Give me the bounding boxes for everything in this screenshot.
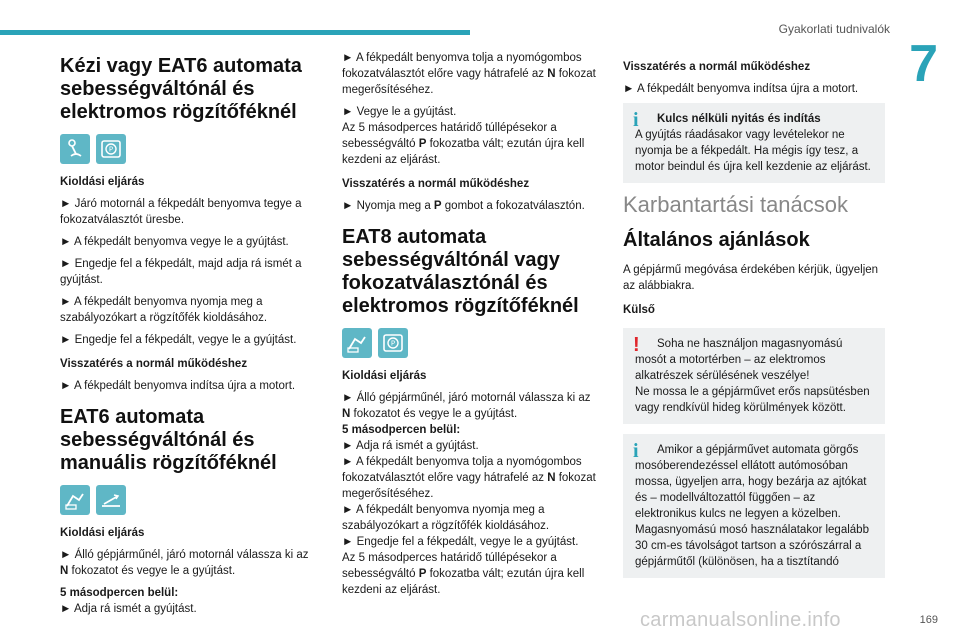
info-box-keyless xyxy=(623,103,885,183)
info-icon: i xyxy=(633,440,639,462)
section-title-eat6-manual: EAT6 automata sebességváltónál és manuális rögzítőféknél xyxy=(60,406,277,474)
icon-row xyxy=(60,134,318,164)
step: ► Adja rá ismét a gyújtást. xyxy=(60,603,197,615)
step: ► A fékpedált benyomva nyomja meg a szabályozókart a rögzítőfék kioldásához. xyxy=(60,296,268,324)
sub-return-normal: Visszatérés a normál működéshez xyxy=(623,61,811,73)
step: ► Álló gépjárműnél, járó motornál válassza ki az N fokozatot és vegye le a gyújtást. xyxy=(342,392,591,420)
electric-parking-brake-icon xyxy=(378,328,408,358)
section-title-general: Általános ajánlások xyxy=(623,229,810,251)
step: ► Engedje fel a fékpedált, vegye le a gyújtást. xyxy=(342,536,579,548)
column-3 xyxy=(623,55,885,586)
icon-row xyxy=(60,485,318,515)
sub-release-procedure: Kioldási eljárás xyxy=(60,527,145,539)
step: ► A fékpedált benyomva indítsa újra a motort. xyxy=(60,380,296,392)
manual-parking-brake-icon xyxy=(96,485,126,515)
info-box-carwash xyxy=(623,434,885,578)
sub-exterior: Külső xyxy=(623,304,655,316)
automatic-gearbox-icon xyxy=(60,485,90,515)
warning-box xyxy=(623,328,885,424)
step: ► Álló gépjárműnél, járó motornál válassza ki az N fokozatot és vegye le a gyújtást. xyxy=(60,549,309,577)
chapter-number: 7 xyxy=(909,35,938,93)
column-1 xyxy=(60,55,318,623)
warning-icon: ! xyxy=(633,334,640,356)
sub-release-procedure: Kioldási eljárás xyxy=(60,176,145,188)
page-number: 169 xyxy=(919,614,938,626)
gear-lever-icon xyxy=(60,134,90,164)
info-title: Kulcs nélküli nyitás és indítás xyxy=(657,113,821,125)
section-title-manual-eat6-electric: Kézi vagy EAT6 automata sebességváltónál és elektromos rögzítőféknél xyxy=(60,55,302,123)
sub-return-normal: Visszatérés a normál működéshez xyxy=(342,178,530,190)
svg-text:P: P xyxy=(390,339,396,348)
warning-text: Ne mossa le a gépjárművet erős napsütésben vagy rendkívül hideg körülmények között. xyxy=(635,386,870,414)
step: ► A fékpedált benyomva indítsa újra a motort. xyxy=(623,83,859,95)
automatic-gearbox-icon xyxy=(342,328,372,358)
watermark: carmanualsonline.info xyxy=(640,609,841,631)
step: ► Adja rá ismét a gyújtást. xyxy=(342,440,479,452)
sub-return-normal: Visszatérés a normál működéshez xyxy=(60,358,248,370)
icon-row xyxy=(342,328,602,358)
chapter-title-header: Gyakorlati tudnivalók xyxy=(778,22,890,36)
step: ► Nyomja meg a P gombot a fokozatválasztón. xyxy=(342,200,585,212)
column-2 xyxy=(342,50,602,604)
step: ► Járó motornál a fékpedált benyomva tegye a fokozatválasztót üresbe. xyxy=(60,198,302,226)
step: ► A fékpedált benyomva tolja a nyomógombos fokozatválasztót előre vagy hátrafelé az N fokozat megerősítéséhez. xyxy=(342,456,596,500)
step-within-5s: 5 másodpercen belül: xyxy=(342,424,461,436)
step: ► A fékpedált benyomva tolja a nyomógombos fokozatválasztót előre vagy hátrafelé az N fokozat megerősítéséhez. xyxy=(342,52,596,96)
info-icon: i xyxy=(633,109,639,131)
info-text: A gyújtás ráadásakor vagy levételekor ne nyomja be a fékpedált. Ha mégis így tesz, a motor beindul és újra kell kezdenie az eljárást. xyxy=(635,129,871,173)
intro-text: A gépjármű megóvása érdekében kérjük, ügyeljen az alábbiakra. xyxy=(623,264,879,292)
info-text: Amikor a gépjárművet automata görgős mosóberendezéssel ellátott autómosóban mossa, ügyeljen arra, hogy bezárja az ajtókat és – modellváltozattól függően – az elektronikus kulcs ne legyen a közelben. xyxy=(635,444,867,520)
step: ► Engedje fel a fékpedált, majd adja rá ismét a gyújtást. xyxy=(60,258,302,286)
info-text: Magasnyomású mosó használatakor legalább 30 cm-es távolságot tartson a szórószárral a gépjárműtől (különösen, ha a tisztítandó xyxy=(635,524,869,568)
note: Az 5 másodperces határidő túllépésekor a sebességváltó P fokozatba vált; ezután újra kell kezdeni az eljárást. xyxy=(342,552,585,596)
step: ► Vegye le a gyújtást. xyxy=(342,106,457,118)
electric-parking-brake-icon xyxy=(96,134,126,164)
step: ► A fékpedált benyomva nyomja meg a szabályozókart a rögzítőfék kioldásához. xyxy=(342,504,550,532)
warning-text: Soha ne használjon magasnyomású mosót a motortérben – az elektromos alkatrészek sérülésének veszélye! xyxy=(635,338,843,382)
section-title-eat8: EAT8 automata sebességváltónál vagy fokozatválasztónál és elektromos rögzítőféknél xyxy=(342,226,579,317)
step: ► A fékpedált benyomva vegye le a gyújtást. xyxy=(60,236,289,248)
header-accent-bar xyxy=(0,30,470,35)
sub-release-procedure: Kioldási eljárás xyxy=(342,370,427,382)
chapter-title: Karbantartási tanácsok xyxy=(623,192,849,217)
step: ► Engedje fel a fékpedált, vegye le a gyújtást. xyxy=(60,334,297,346)
step-within-5s: 5 másodpercen belül: xyxy=(60,587,179,599)
note: Az 5 másodperces határidő túllépésekor a sebességváltó P fokozatba vált; ezután újra kell kezdeni az eljárást. xyxy=(342,122,585,166)
svg-text:P: P xyxy=(108,145,114,154)
